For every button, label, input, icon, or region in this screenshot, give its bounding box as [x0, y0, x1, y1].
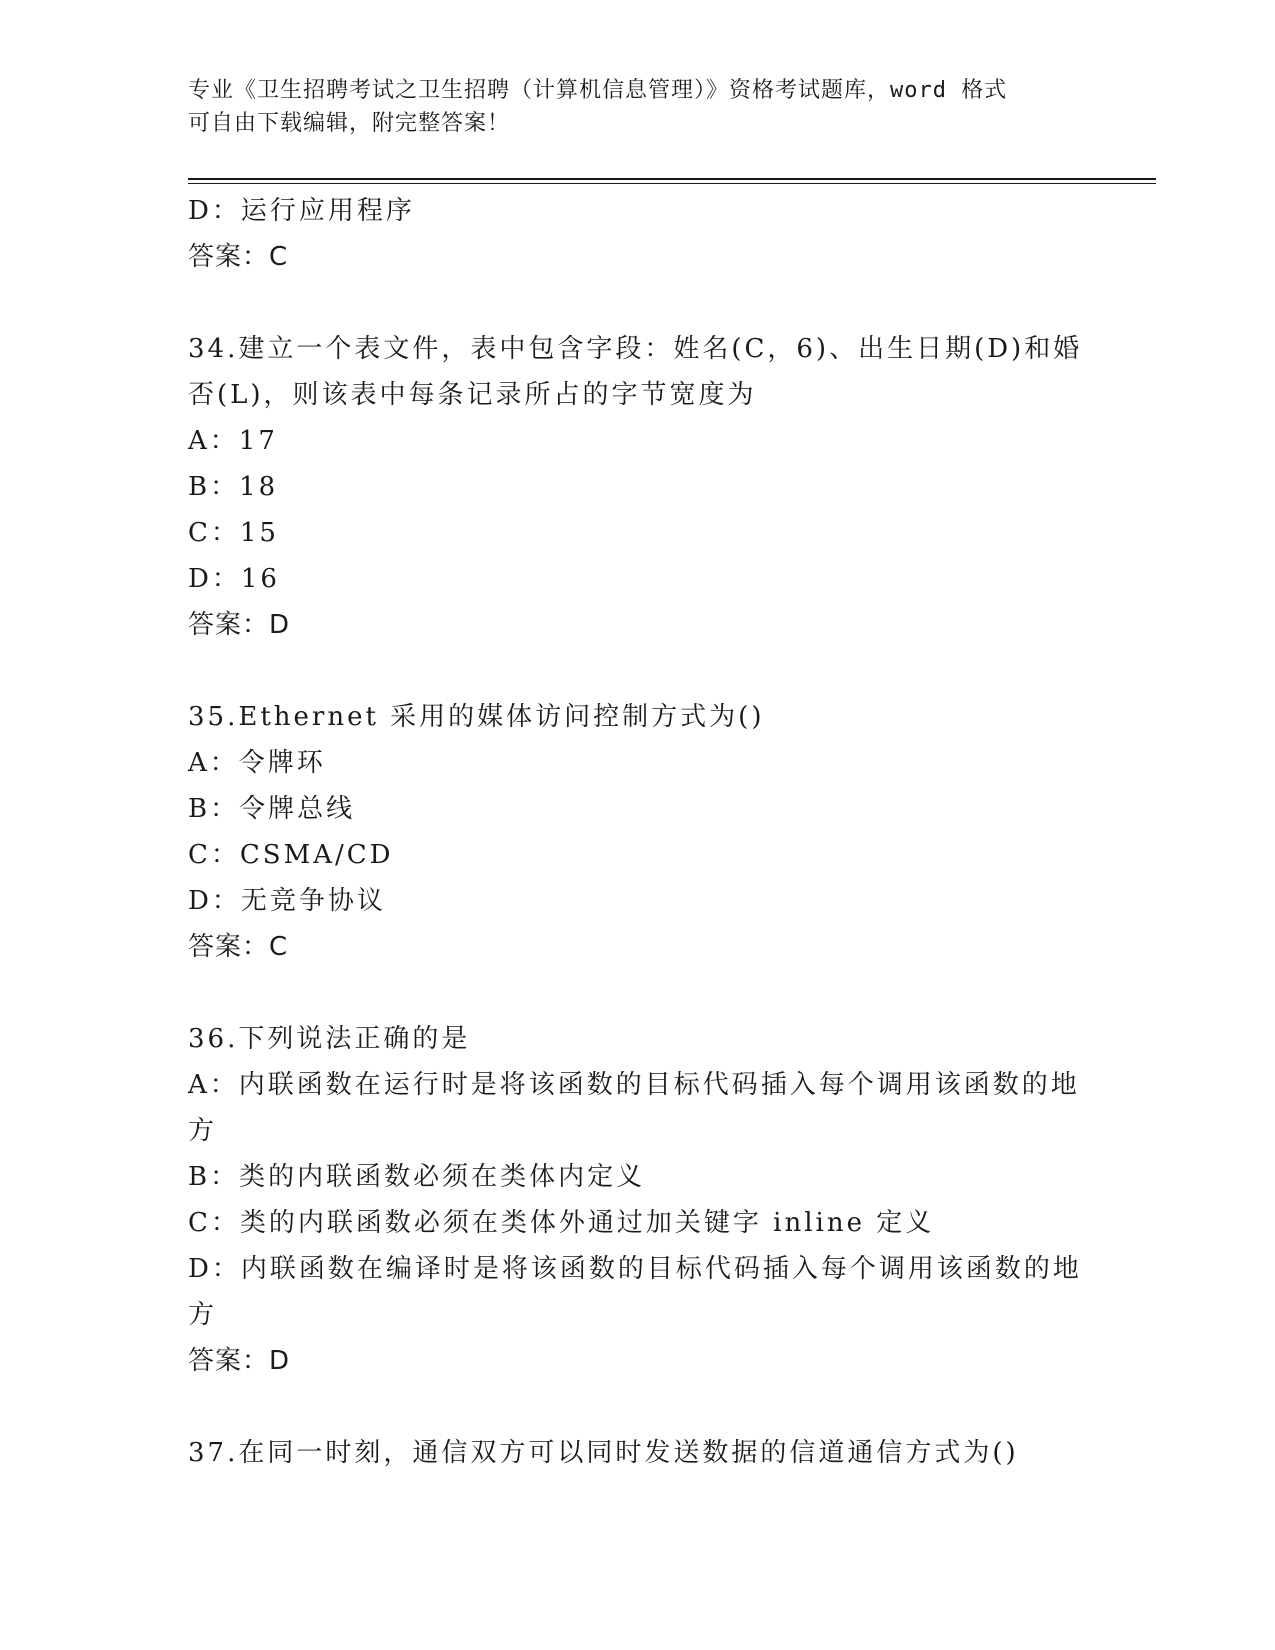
question-37: [188, 1430, 1088, 1476]
prev-option-d: D：运行应用程序: [188, 196, 415, 226]
question-34: [188, 326, 1088, 648]
question-36-option-c: C：类的内联函数必须在类体外通过加关键字 inline 定义: [188, 1208, 935, 1238]
header-divider-thin: [188, 183, 1156, 184]
question-34-answer: 答案：D: [188, 610, 291, 640]
question-34-option-a: A：17: [188, 426, 278, 456]
spacer: [188, 280, 1088, 326]
question-35: [188, 694, 1088, 970]
question-36: [188, 1016, 1088, 1384]
question-35-option-c: C：CSMA/CD: [188, 840, 394, 870]
question-35-option-d: D：无竞争协议: [188, 886, 386, 916]
header-line-2: 可自由下载编辑，附完整答案！: [188, 111, 511, 136]
question-34-text: 34.建立一个表文件，表中包含字段：姓名(C，6)、出生日期(D)和婚否(L)，则该表中每条记录所占的字节宽度为: [188, 334, 1083, 410]
question-36-option-b: B：类的内联函数必须在类体内定义: [188, 1162, 646, 1192]
spacer: [188, 970, 1088, 1016]
question-list: [188, 188, 1088, 1476]
question-34-option-b: B：18: [188, 472, 279, 502]
question-34-option-c: C：15: [188, 518, 279, 548]
prev-answer: 答案：C: [188, 242, 289, 272]
header-divider-thick: [188, 178, 1156, 180]
question-35-option-a: A：令牌环: [188, 748, 326, 778]
spacer: [188, 648, 1088, 694]
question-35-answer: 答案：C: [188, 932, 289, 962]
question-34-option-d: D：16: [188, 564, 280, 594]
question-36-option-d: D：内联函数在编译时是将该函数的目标代码插入每个调用该函数的地方: [188, 1254, 1082, 1330]
question-36-text: 36.下列说法正确的是: [188, 1024, 471, 1054]
document-header: [188, 74, 1088, 140]
question-37-text: 37.在同一时刻，通信双方可以同时发送数据的信道通信方式为(): [188, 1438, 1019, 1468]
spacer: [188, 1384, 1088, 1430]
question-36-option-a: A：内联函数在运行时是将该函数的目标代码插入每个调用该函数的地方: [188, 1070, 1080, 1146]
question-36-answer: 答案：D: [188, 1346, 291, 1376]
question-35-text: 35.Ethernet 采用的媒体访问控制方式为(): [188, 702, 765, 732]
question-35-option-b: B：令牌总线: [188, 794, 356, 824]
header-line-1: 专业《卫生招聘考试之卫生招聘（计算机信息管理）》资格考试题库，word 格式: [188, 78, 1008, 103]
